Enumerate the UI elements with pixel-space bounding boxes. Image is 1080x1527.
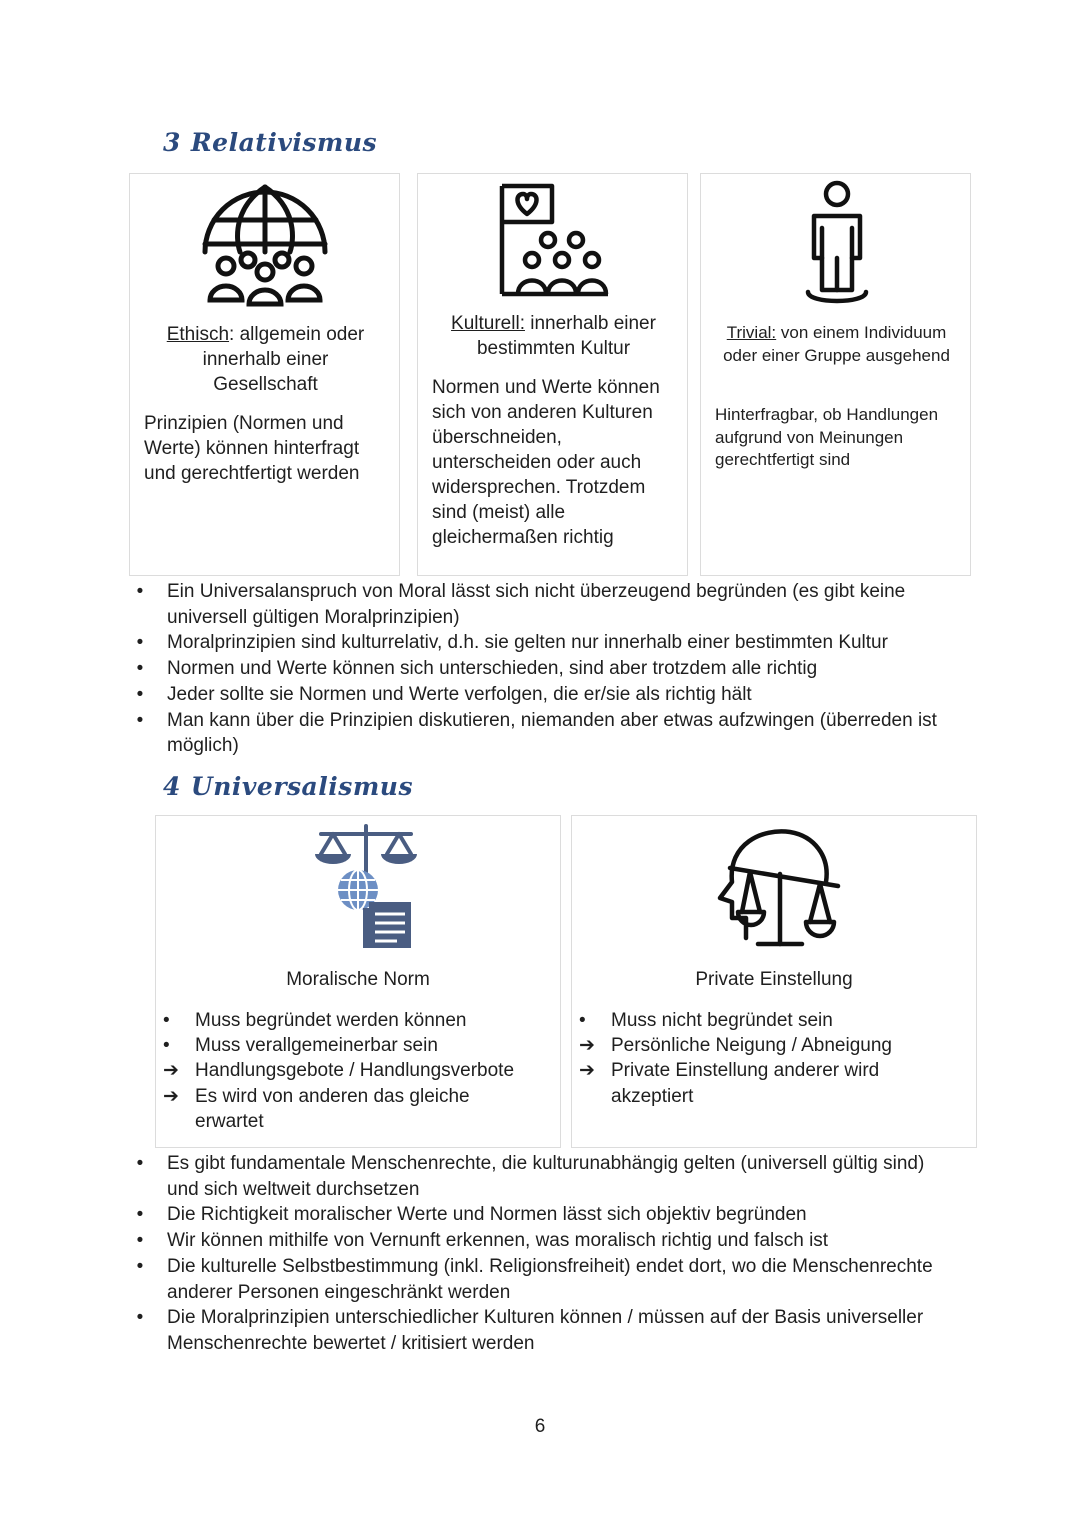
- card-trivial-description: Hinterfragbar, ob Handlungen aufgrund von Meinungen gerechtfertigt sind: [715, 405, 939, 469]
- definition-trivial: von einem Individuum oder einer Gruppe ausgehend: [723, 323, 950, 365]
- list-item-text: Muss begründet werden können: [195, 1010, 467, 1031]
- list-item-text: Handlungsgebote / Handlungsverbote: [195, 1060, 515, 1082]
- section-number: 3: [163, 128, 181, 157]
- card-trivial-definition: [715, 322, 958, 367]
- list-item-text: Ein Universalanspruch von Moral lässt sich nicht überzeugend begründen (es gibt keine universell gültigen Moralprinzipien): [167, 581, 906, 628]
- card-kulturell-description: Normen und Werte können sich von anderen Kulturen überschneiden, unterscheiden oder auch widersprechen. Trotzdem sind (meist) alle gleichermaßen richtig: [432, 377, 660, 548]
- card-trivial: [700, 173, 971, 576]
- page-number: 6: [534, 1416, 546, 1437]
- list-item: [163, 1058, 543, 1083]
- list-item: [579, 1058, 959, 1108]
- list-item: [163, 1084, 543, 1134]
- arrow-marker: ➔: [579, 1035, 595, 1057]
- list-item-text: Es wird von anderen das gleiche erwartet: [195, 1085, 470, 1132]
- bullet-marker: •: [163, 1010, 170, 1031]
- private-einstellung-list: [579, 1008, 959, 1109]
- list-item-text: Moralprinzipien sind kulturrelativ, d.h. sie gelten nur innerhalb einer bestimmten Kultur: [167, 632, 888, 654]
- list-item: • Ein Universalanspruch von Moral lässt sich nicht überzeugend begründen (es gibt keine universell gültigen Moralprinzipien): [136, 581, 906, 628]
- card-ethisch-definition: [150, 322, 381, 397]
- globe-people-icon: [200, 182, 330, 307]
- list-item: • Die Moralprinzipien unterschiedlicher Kulturen können / müssen auf der Basis universeller Menschenrechte bewertet / kritisiert werden: [136, 1307, 924, 1354]
- list-item-text: Muss verallgemeinerbar sein: [195, 1035, 438, 1057]
- definition-kulturell: innerhalb einer bestimmten Kultur: [476, 313, 656, 359]
- arrow-marker: ➔: [163, 1060, 179, 1082]
- card-moralische-norm-title: Moralische Norm: [286, 969, 430, 990]
- list-item-text: Die kulturelle Selbstbestimmung (inkl. Religionsfreiheit) endet dort, wo die Menschenrechte anderer Personen eingeschränkt werden: [167, 1255, 933, 1303]
- term-trivial: Trivial:: [726, 323, 777, 342]
- head-scales-icon: [710, 826, 842, 948]
- card-moralische-norm: [155, 815, 561, 1148]
- section-heading-universalismus: [163, 772, 413, 801]
- section-number: 4: [163, 772, 181, 801]
- bullet-marker: •: [579, 1010, 586, 1031]
- crowd-flag-heart-icon: [496, 182, 612, 298]
- list-item-text: Persönliche Neigung / Abneigung: [611, 1035, 892, 1057]
- arrow-marker: ➔: [579, 1060, 595, 1082]
- card-private-einstellung-title: Private Einstellung: [695, 969, 853, 990]
- list-item-text: Jeder sollte sie Normen und Werte verfolgen, die er/sie als richtig hält: [167, 683, 752, 705]
- card-kulturell-definition: [438, 311, 669, 361]
- bullet-marker: •: [163, 1035, 170, 1057]
- person-icon: [802, 180, 872, 305]
- relativismus-bullet-list: [135, 579, 955, 759]
- universalismus-bullet-list: [135, 1151, 935, 1357]
- section-title: Relativismus: [190, 128, 378, 157]
- list-item-text: Die Moralprinzipien unterschiedlicher Kulturen können / müssen auf der Basis universeller Menschenrechte bewertet / kritisiert werden: [167, 1307, 924, 1354]
- moralische-norm-list: [163, 1008, 543, 1134]
- term-kulturell: Kulturell:: [451, 313, 525, 334]
- section-heading-relativismus: [163, 128, 377, 157]
- card-kulturell: [417, 173, 688, 576]
- arrow-marker: ➔: [163, 1085, 179, 1107]
- list-item: [579, 1033, 959, 1058]
- list-item-text: Man kann über die Prinzipien diskutieren, niemanden aber etwas aufzwingen (überreden ist möglich): [167, 709, 937, 757]
- definition-ethisch: : allgemein oder innerhalb einer Gesellschaft: [202, 324, 365, 395]
- card-private-einstellung: [571, 815, 977, 1148]
- list-item: [579, 1008, 959, 1033]
- list-item: [163, 1008, 543, 1033]
- list-item-text: Private Einstellung anderer wird akzeptiert: [611, 1060, 880, 1107]
- list-item-text: Die Richtigkeit moralischer Werte und Normen lässt sich objektiv begründen: [167, 1204, 807, 1226]
- scales-globe-document-icon: [311, 822, 421, 950]
- section-title: Universalismus: [190, 772, 414, 801]
- list-item: [163, 1033, 543, 1058]
- list-item-text: Normen und Werte können sich unterschieden, sind aber trotzdem alle richtig: [167, 658, 818, 680]
- list-item: • Normen und Werte können sich unterschieden, sind aber trotzdem alle richtig: [136, 658, 818, 680]
- list-item-text: Es gibt fundamentale Menschenrechte, die kulturunabhängig gelten (universell gültig sind) und sich weltweit durchsetzen: [167, 1153, 925, 1200]
- list-item: • Moralprinzipien sind kulturrelativ, d.h. sie gelten nur innerhalb einer bestimmten Kultur: [136, 632, 888, 654]
- list-item: • Die Richtigkeit moralischer Werte und Normen lässt sich objektiv begründen: [136, 1204, 807, 1226]
- card-ethisch-description: Prinzipien (Normen und Werte) können hinterfragt und gerechtfertigt werden: [144, 413, 360, 484]
- term-ethisch: Ethisch: [166, 324, 230, 345]
- list-item: • Jeder sollte sie Normen und Werte verfolgen, die er/sie als richtig hält: [136, 683, 752, 705]
- list-item-text: Muss nicht begründet sein: [611, 1010, 833, 1031]
- list-item: • Es gibt fundamentale Menschenrechte, die kulturunabhängig gelten (universell gültig sind) und sich weltweit durchsetzen: [136, 1153, 925, 1200]
- list-item-text: Wir können mithilfe von Vernunft erkennen, was moralisch richtig und falsch ist: [167, 1230, 829, 1252]
- list-item: • Wir können mithilfe von Vernunft erkennen, was moralisch richtig und falsch ist: [136, 1230, 829, 1252]
- list-item: • Die kulturelle Selbstbestimmung (inkl. Religionsfreiheit) endet dort, wo die Menschenrechte anderer Personen eingeschränkt werden: [136, 1255, 933, 1303]
- card-ethisch: [129, 173, 400, 576]
- list-item: • Man kann über die Prinzipien diskutieren, niemanden aber etwas aufzwingen (überreden ist möglich): [136, 709, 937, 757]
